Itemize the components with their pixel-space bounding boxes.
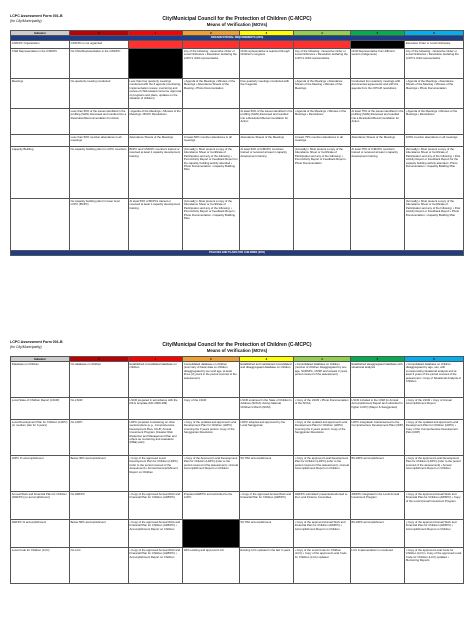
table-row [11,49,464,79]
table-cell: • Copy of the approved Annual Work and Financial Plan for Children (AWFPC) • Accomplishment Report on Children [294,520,351,548]
table-cell: Existing LCC updated in the last 3 years [239,548,293,584]
table-cell [183,520,240,548]
table-cell: No LCC [69,548,128,584]
table-cell: No Child Representative in the C/MCPC [69,49,128,79]
table-cell: Child Representative from different sectors (Indigenous) [350,49,404,79]
form-id: LCPC Assessment Form 001-B [10,340,63,344]
table-cell: No quarterly meeting conducted [69,79,128,109]
table-cell: Less than 50% of the issues identified in the profiling (SHN) discussed and resulted into a Resolution/Recommendation for Action [69,109,128,135]
table-cell [183,109,240,135]
table-cell: • Copy of the updated and approved Local Development Plan for Children (LDPC) • Copy of the Comprehensive Development Plan (CDP) [405,420,464,456]
table-row [11,548,464,584]
main-title: City/Municipal Council for the Protection of Children (C-MCPC) [162,16,312,22]
table-cell: Local State of Children Report (LSCR) [11,398,70,420]
header-cell: 6 [405,357,464,362]
table-cell: AWFPC submitted/ presented/endorsed to the Local Finance Committee [294,492,351,520]
table-cell: Consolidated database on children (summary of basic data on children disaggregated by sex and age, at least three (3) years in the period covered of the assessment) [183,362,240,398]
table-row [11,362,464,398]
table-cell: Local Code for Children (LCC) [11,548,70,584]
table-row [11,109,464,135]
table-cell: • Agenda of the Meetings • Minutes of the Meetings • Resolutions [294,109,351,135]
table-cell: C/MCPC is not organized [69,41,128,49]
table-cell: Any of the following: • Executive Order or Local Ordinance • Resolution declaring the LCPC's child representative [294,49,351,79]
table-cell: • Copy of the approved Annual Work and Financial Plan for Children (AWFPC) • Accomplishment Report on Children [128,548,182,584]
mov-table-1 [10,30,464,256]
section-row [11,251,464,256]
header-cell: Indicator [11,357,70,362]
header-cell: 4 [294,31,351,36]
table-cell: Any of the following: • Executive Order or Local Ordinance • Resolution declaring the LCPC's child representative [405,49,464,79]
table-cell: • Agenda of the Meetings • Attendance Sheets of the Meeting • Minutes of the Meetings [294,79,351,109]
table-cell: Annual Work and Financial Plan for Children (AWFPC) (or accomplishment) [11,492,70,520]
table-row [11,456,464,492]
header-cell: 6 [405,31,464,36]
table-cell: Attendance Sheets of the Meetings [128,135,182,147]
table-cell: Established disaggregated database with situational analysis [350,362,404,398]
table-cell: (Annually) • Must present a copy of the Attendance Sheet or Certificate of Participation and any of the following: • Post Activity Report or Feedback Report • Photo Documentation [294,147,351,199]
table-cell: C/MCPC Organization [11,41,70,49]
table-cell: At least 50% of BCPCs trained or received at least 1 capacity development training [128,199,182,251]
table-cell: At least 50% of the issues identified in the profiling (SHN) discussed and resulted into a Resolution/Recommendation for Action [239,109,293,135]
table-cell: Less than four quarterly meetings conducted with the 6 agenda (monitoring, implementation review, monitoring and review of child-related concerns, approval of programs and plans, updates on the situation of children) [128,79,182,109]
table-cell: Prepared AWFPC and submitted to the LCPC [183,492,240,520]
table-cell: Less than 50% member attendance in all meetings [69,135,128,147]
header-cell: Indicator [11,31,70,36]
section-title: ORGANIZATIONAL REQUIREMENTS (20%) [11,36,464,41]
table-row [11,492,464,520]
table-cell: • Copy of the approved Annual Work and Financial Plan for Children (AWFPC) • Accomplishment Report on Children [405,520,464,548]
table-cell [239,41,293,49]
header-cell: 2 [183,31,240,36]
table-cell: • Agenda of the Meetings • Minutes of the Meetings • Resolutions [405,109,464,135]
table-cell: Child Representative in the C/MCPC [11,49,70,79]
form-city: (for City/Municipality) [10,344,42,349]
table-cell: Below 30% accomplishment [69,456,128,492]
header-cell: 5 [350,31,404,36]
table-cell: LDPC prepared considering on other sectoral plans (e.g., Comprehensive Development Plan, CLUP, Annual Investment Program, Disaster Risk Reduction and Management Plan and others as monitoring and evaluation (M&E) plan) [128,420,182,456]
table-cell: • Copy of the Approved Local Development Plan for Children (LDPC) (refer to the period covered of the assessment) • Annual Accomplishment Report on Children [183,456,240,492]
table-cell [128,41,182,49]
table-cell: • Copy of the approved Local Development Plan for Children (LDPC) (refer to the period covered of the assessment) • Annual Accomplishment Report on Children [405,456,464,492]
table-cell: Executive Order or Local Ordinance [405,41,464,49]
table-cell [183,41,240,49]
assessment-page-1 [10,14,464,256]
table-cell: 80-100% accomplishment [350,520,404,548]
section-title: POLICIES AND PLANS FOR CHILDREN (20%) [11,251,464,256]
table-cell [239,199,293,251]
table-row [11,147,464,199]
table-row [11,79,464,109]
form-city: (for City/Municipality) [10,18,42,23]
table-cell: • Copy of the approved Annual Work and Financial Plan for Children (AWFPC) • Accomplishment Report on Children [128,520,182,548]
table-cell: No capacity building plan for LCPC members [69,147,128,199]
table-row [11,135,464,147]
table-cell: At least 75% of C/MCPC members trained or received at least 1 capacity development training [350,147,404,199]
table-cell: • Copy of the approved Local Development Plan for Children (LDPC) (refer to the period covered of the assessment) • Annual Accomplishment Report on Children [128,456,182,492]
table-cell: At least 75% member attendance in all meetings [294,135,351,147]
table-cell: Conducted four quarterly meetings with documented agreements and with the agenda from the CPCLR resolutions [350,79,404,109]
table-cell: (Annually) • Must present a copy of the Attendance Sheet or Certificate of Participation and any of the following: • Post Activity Report or Feedback Report • Photo Documentation • Capacity Building Plan [405,199,464,251]
table-cell: 50-79% accomplishment [239,520,293,548]
table-cell: AWFPC % accomplishment [11,520,70,548]
table-cell: • Agenda of the Meetings • Minutes of the Meetings • Attendance Sheets of the Meeting • Photo Documentation [183,79,240,109]
table-cell: • Copy of the LSCR • Copy of Annual Accomplishment Report [405,398,464,420]
table-cell: No LSCR [69,398,128,420]
table-row [11,420,464,456]
header-cell: 1 [128,357,182,362]
table-cell: Copy of the LSCR [183,398,240,420]
table-cell: Attendance Sheets of the Meetings [350,135,404,147]
table-cell [294,41,351,49]
table-cell: No capacity building plan for lower level LCPC (BCPC) [69,199,128,251]
table-cell: Database on Children [11,362,70,398]
table-row [11,199,464,251]
header-cell: 4 [294,357,351,362]
table-cell: No AWFPC [69,492,128,520]
table-cell: BCPC and C/MCPC members trained or received at least 1 capacity development training [128,147,182,199]
table-cell: LCC implementation is monitored [350,548,404,584]
header-cell: 3 [239,357,293,362]
table-cell: • Copy of the approved Annual Work and Financial Plan for Children (AWFPC) • Copy of the Local Annual Investment Program [405,492,464,520]
header-cell: 3 [239,31,293,36]
header-cell: 0 [69,357,128,362]
form-id: LCPC Assessment Form 001-B [10,14,63,18]
table-cell: • Copy of the Local Code for Children (LCC) • Copy of the approved Local Code for Children (LCC) updated [294,548,351,584]
table-cell: Any of the following: • Executive Order or Local Ordinance • Resolution declaring the LCPC's child representative [183,49,240,79]
table-cell [11,109,70,135]
table-cell: • Consolidated database on children disaggregated by age, sex, with corresponding situational analysis and at least 3 years of the period covered of the assessment • Copy of Situational Analysis of Children [405,362,464,398]
heading [10,342,464,353]
table-cell: Child representative is selected through Children's congress [239,49,293,79]
table-cell: • Agenda of the Meetings • Attendance Sheets of the Meeting • Minutes of the Meetings • Photo Documentation [405,79,464,109]
table-cell: LSCR included in the CNM (in Annual Accomplishment Report and submitted to higher LCPC) (Mayor & Sanggunian) [350,398,404,420]
table-cell: AWFPC integrated in the Local Annual Investment Program [350,492,404,520]
table-cell: LDPC integrated/ mainstreamed to the Comprehensive Development Plan (CDP) [350,420,404,456]
table-cell: At least 50% of C/MCPC members trained or received at least 1 capacity development training [239,147,293,199]
heading [10,16,464,27]
header-cell: 2 [183,357,240,362]
mov-table-2 [10,356,464,584]
table-cell: Meetings [11,79,70,109]
table-cell [294,199,351,251]
table-cell: (Annually) • Must present a copy of the Attendance Sheet or Certificate of Participation and any of the following: • Post Activity Report or Feedback Report for the capacity building activity attended • Photo Documentation • Capacity Building Plan [183,147,240,199]
table-cell: 80-100% accomplishment [350,456,404,492]
table-cell: Established and maintained consolidated and disaggregated database on children [239,362,293,398]
table-row [11,41,464,49]
main-title: City/Municipal Council for the Protection of Children (C-MCPC) [162,342,312,348]
table-cell: At least 75% of the issues identified in the profiling (SHN) discussed and resulted into a Resolution/Recommendation for Action [350,109,404,135]
header-cell: 1 [128,31,182,36]
table-cell [350,199,404,251]
table-cell: (Annually) • Must present a copy of the Attendance Sheet or Certificate of Participation and any of the following: • Post Activity Report or Feedback Report • Photo Documentation • Capacity Building Plan [183,199,240,251]
table-row [11,398,464,420]
table-cell: • Consolidated database on children (number of children disaggregated by sex, age, SCRSPC, CNSP and at least 3 years period covered of the assessment) [294,362,351,398]
table-cell: • Copy of the approved Local Development Plan for Children (LDPC) (refer to the period covered of the assessment) • Annual Accomplishment Report on Children [294,456,351,492]
table-cell: Attendance Sheets of the Meetings [239,135,293,147]
table-cell: LDPC % accomplishment [11,456,70,492]
table-cell: • Copy of the updated and approved Local Development Plan for Children (LDPC) covering the 3 years period • Copy of the Sanggunian Resolution [183,420,240,456]
sub-title: Means of Verification (MOVs) [206,348,268,353]
header-cell: 5 [350,357,404,362]
table-cell: • Copy of the LSCR • Photo Documentation of the SOCA [294,398,351,420]
table-cell [350,41,404,49]
table-cell: • Copy of the approved Local Code for Children (LCC) • Copy of the approved Local Code for Children (LCC) updated • Monitoring Reports [405,548,464,584]
table-cell: At least 50% member attendance in all meetings [183,135,240,147]
table-cell [11,199,70,251]
table-cell: With existing and approved LCC [183,548,240,584]
table-cell: 50-79% accomplishment [239,456,293,492]
table-cell: No database on children [69,362,128,398]
sub-title: Means of Verification (MOVs) [206,22,268,27]
table-cell: Below 50% accomplishment [69,520,128,548]
table-cell [11,135,70,147]
table-row [11,520,464,548]
table-cell: • Copy of the updated and approved Local Development Plan for Children (LDPC) covering the 3 years period • Copy of the Sanggunian Resolution [294,420,351,456]
header-cell: 0 [69,31,128,36]
table-cell: • Copy of the approved Annual Work and Financial Plan for Children (AWFPC) [239,492,293,520]
table-cell: • Copy of the approved Annual Work and Financial Plan for Children (AWFPC) [128,492,182,520]
table-cell: No LDPC [69,420,128,456]
table-cell [128,49,182,79]
table-cell: LSCR prepared in accordance with the DILG template (MC 2009-199) [128,398,182,420]
table-cell: Established consolidated database on children [128,362,182,398]
table-cell: LSCR endorsed in the State of Children's Address (SOCA) during National Children's Month (NCM) [239,398,293,420]
table-cell: (Annually) • Must present a copy of the Attendance Sheet or Certificate of Participation and any of the following: • Post Activity Report or Feedback Report for the capacity building activity attended • Photo Documentation • Capacity Building Plan [405,147,464,199]
table-cell: 100% member attendance in all meetings [405,135,464,147]
table-cell: Local Development Plan for Children (LDPC) (or medium plan for 3 years) [11,420,70,456]
table-cell: Five quarterly meetings conducted with the 6 agenda [239,79,293,109]
assessment-page-2 [10,340,464,584]
table-cell: • Agenda of the Meetings • Minutes of the Meetings • BCPC Resolutions [128,109,182,135]
table-cell: Capacity Building [11,147,70,199]
table-cell: LDPC adopted and approved by the Local Sanggunian [239,420,293,456]
